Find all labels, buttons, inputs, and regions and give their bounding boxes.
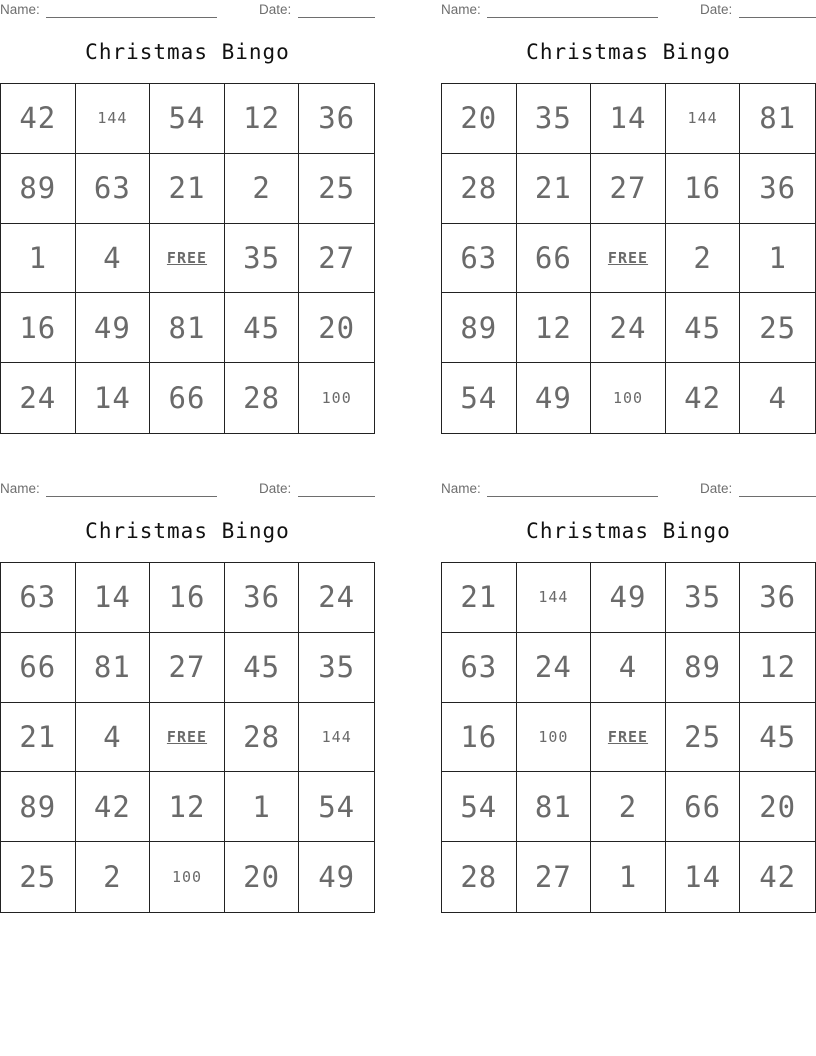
date-blank-line	[298, 496, 375, 497]
bingo-cell: 144	[517, 563, 592, 633]
name-label: Name:	[0, 481, 40, 496]
name-date-row	[441, 2, 816, 20]
bingo-grid	[0, 562, 375, 913]
bingo-cell: 20	[442, 84, 517, 154]
bingo-cell: 54	[442, 363, 517, 433]
bingo-card-3	[0, 479, 375, 913]
bingo-cell: 21	[1, 703, 76, 773]
bingo-cell: 45	[666, 293, 741, 363]
bingo-cell: 12	[225, 84, 300, 154]
bingo-cell: 42	[76, 772, 151, 842]
bingo-cell: 21	[150, 154, 225, 224]
bingo-cell: 49	[517, 363, 592, 433]
bingo-cell: 2	[76, 842, 151, 912]
bingo-cell: 144	[299, 703, 374, 773]
bingo-cell: 81	[76, 633, 151, 703]
bingo-grid	[441, 83, 816, 434]
bingo-cell: 45	[740, 703, 815, 773]
bingo-cell: 63	[1, 563, 76, 633]
bingo-cell: 14	[666, 842, 741, 912]
date-label: Date:	[259, 481, 292, 496]
date-label: Date:	[700, 481, 733, 496]
bingo-cell: 20	[299, 293, 374, 363]
bingo-cell: 42	[759, 860, 797, 895]
date-label: Date:	[700, 2, 733, 17]
bingo-cell: 14	[591, 84, 666, 154]
bingo-cell: 24	[299, 563, 374, 633]
bingo-cell: 89	[442, 293, 517, 363]
bingo-cell: 54	[150, 84, 225, 154]
bingo-cell: 35	[299, 633, 374, 703]
bingo-cell: 21	[517, 154, 592, 224]
name-blank-line	[46, 496, 217, 497]
bingo-cell: 1	[591, 842, 666, 912]
bingo-cell: 16	[666, 154, 741, 224]
bingo-cell: 4	[768, 381, 787, 416]
bingo-cell: 24	[591, 293, 666, 363]
bingo-grid	[441, 562, 816, 913]
name-label: Name:	[441, 481, 481, 496]
bingo-cell: 24	[517, 633, 592, 703]
card-title: Christmas Bingo	[85, 40, 290, 64]
bingo-cell: 49	[318, 860, 356, 895]
bingo-cell: 49	[591, 563, 666, 633]
bingo-cell: 100	[517, 703, 592, 773]
bingo-cell: 28	[225, 703, 300, 773]
free-space-cell: FREE	[591, 703, 666, 773]
name-blank-line	[487, 496, 658, 497]
free-space-cell: FREE	[150, 703, 225, 773]
bingo-cell: 144	[666, 84, 741, 154]
card-title: Christmas Bingo	[526, 519, 731, 543]
bingo-cell: 81	[517, 772, 592, 842]
free-space-cell: FREE	[591, 224, 666, 294]
bingo-cell: 45	[225, 293, 300, 363]
date-blank-line	[298, 17, 375, 18]
bingo-cell: 24	[1, 363, 76, 433]
bingo-cell: 20	[740, 772, 815, 842]
bingo-cell: 28	[442, 154, 517, 224]
bingo-cell: 35	[225, 224, 300, 294]
bingo-card-4	[441, 479, 816, 913]
bingo-cell: 35	[517, 84, 592, 154]
bingo-cell: 25	[299, 154, 374, 224]
bingo-cell: 2	[225, 154, 300, 224]
bingo-cell: 2	[591, 772, 666, 842]
date-blank-line	[739, 17, 816, 18]
bingo-cell: 66	[1, 633, 76, 703]
bingo-cell: 89	[1, 772, 76, 842]
bingo-cell: 49	[76, 293, 151, 363]
bingo-cell: 42	[1, 84, 76, 154]
bingo-cell: 66	[517, 224, 592, 294]
date-label: Date:	[259, 2, 292, 17]
bingo-cell: 81	[740, 84, 815, 154]
bingo-cell: 36	[225, 563, 300, 633]
bingo-cell: 36	[740, 563, 815, 633]
bingo-cell: 4	[76, 224, 151, 294]
bingo-cell: 12	[517, 293, 592, 363]
bingo-cell: 42	[666, 363, 741, 433]
bingo-card-1	[0, 0, 375, 434]
bingo-cell: 14	[76, 563, 151, 633]
bingo-cell: 63	[442, 633, 517, 703]
bingo-cell: 4	[591, 633, 666, 703]
bingo-cell: 28	[442, 842, 517, 912]
bingo-cell: 1	[1, 224, 76, 294]
card-title: Christmas Bingo	[526, 40, 731, 64]
name-date-row	[441, 481, 816, 499]
bingo-cell: 21	[442, 563, 517, 633]
bingo-cell: 25	[740, 293, 815, 363]
bingo-cell: 63	[76, 154, 151, 224]
bingo-cell: 12	[740, 633, 815, 703]
bingo-cell: 45	[225, 633, 300, 703]
bingo-card-2	[441, 0, 816, 434]
bingo-cell: 2	[666, 224, 741, 294]
bingo-cell: 66	[666, 772, 741, 842]
date-blank-line	[739, 496, 816, 497]
bingo-cell: 100	[591, 363, 666, 433]
bingo-cell: 28	[225, 363, 300, 433]
bingo-cell: 81	[150, 293, 225, 363]
bingo-cell: 63	[442, 224, 517, 294]
bingo-cell: 1	[225, 772, 300, 842]
bingo-cell: 20	[225, 842, 300, 912]
bingo-cell: 66	[150, 363, 225, 433]
bingo-cell: 4	[76, 703, 151, 773]
bingo-cell: 35	[666, 563, 741, 633]
name-label: Name:	[441, 2, 481, 17]
bingo-cell: 27	[591, 154, 666, 224]
bingo-cell: 12	[150, 772, 225, 842]
bingo-cell: 27	[299, 224, 374, 294]
name-blank-line	[487, 17, 658, 18]
bingo-cell: 54	[442, 772, 517, 842]
bingo-cell: 100	[321, 389, 352, 408]
bingo-grid	[0, 83, 375, 434]
bingo-cell: 25	[666, 703, 741, 773]
bingo-cell: 1	[740, 224, 815, 294]
name-label: Name:	[0, 2, 40, 17]
free-space-cell: FREE	[150, 224, 225, 294]
bingo-cell: 54	[299, 772, 374, 842]
name-date-row	[0, 481, 375, 499]
bingo-cell: 27	[517, 842, 592, 912]
bingo-cell: 36	[740, 154, 815, 224]
bingo-cell: 100	[150, 842, 225, 912]
bingo-cell: 36	[299, 84, 374, 154]
bingo-cell: 25	[1, 842, 76, 912]
bingo-cell: 16	[1, 293, 76, 363]
bingo-cell: 16	[442, 703, 517, 773]
card-title: Christmas Bingo	[85, 519, 290, 543]
name-blank-line	[46, 17, 217, 18]
bingo-cell: 144	[76, 84, 151, 154]
bingo-cell: 16	[150, 563, 225, 633]
name-date-row	[0, 2, 375, 20]
bingo-cell: 14	[76, 363, 151, 433]
bingo-cell: 89	[666, 633, 741, 703]
bingo-cell: 27	[150, 633, 225, 703]
bingo-cell: 89	[1, 154, 76, 224]
